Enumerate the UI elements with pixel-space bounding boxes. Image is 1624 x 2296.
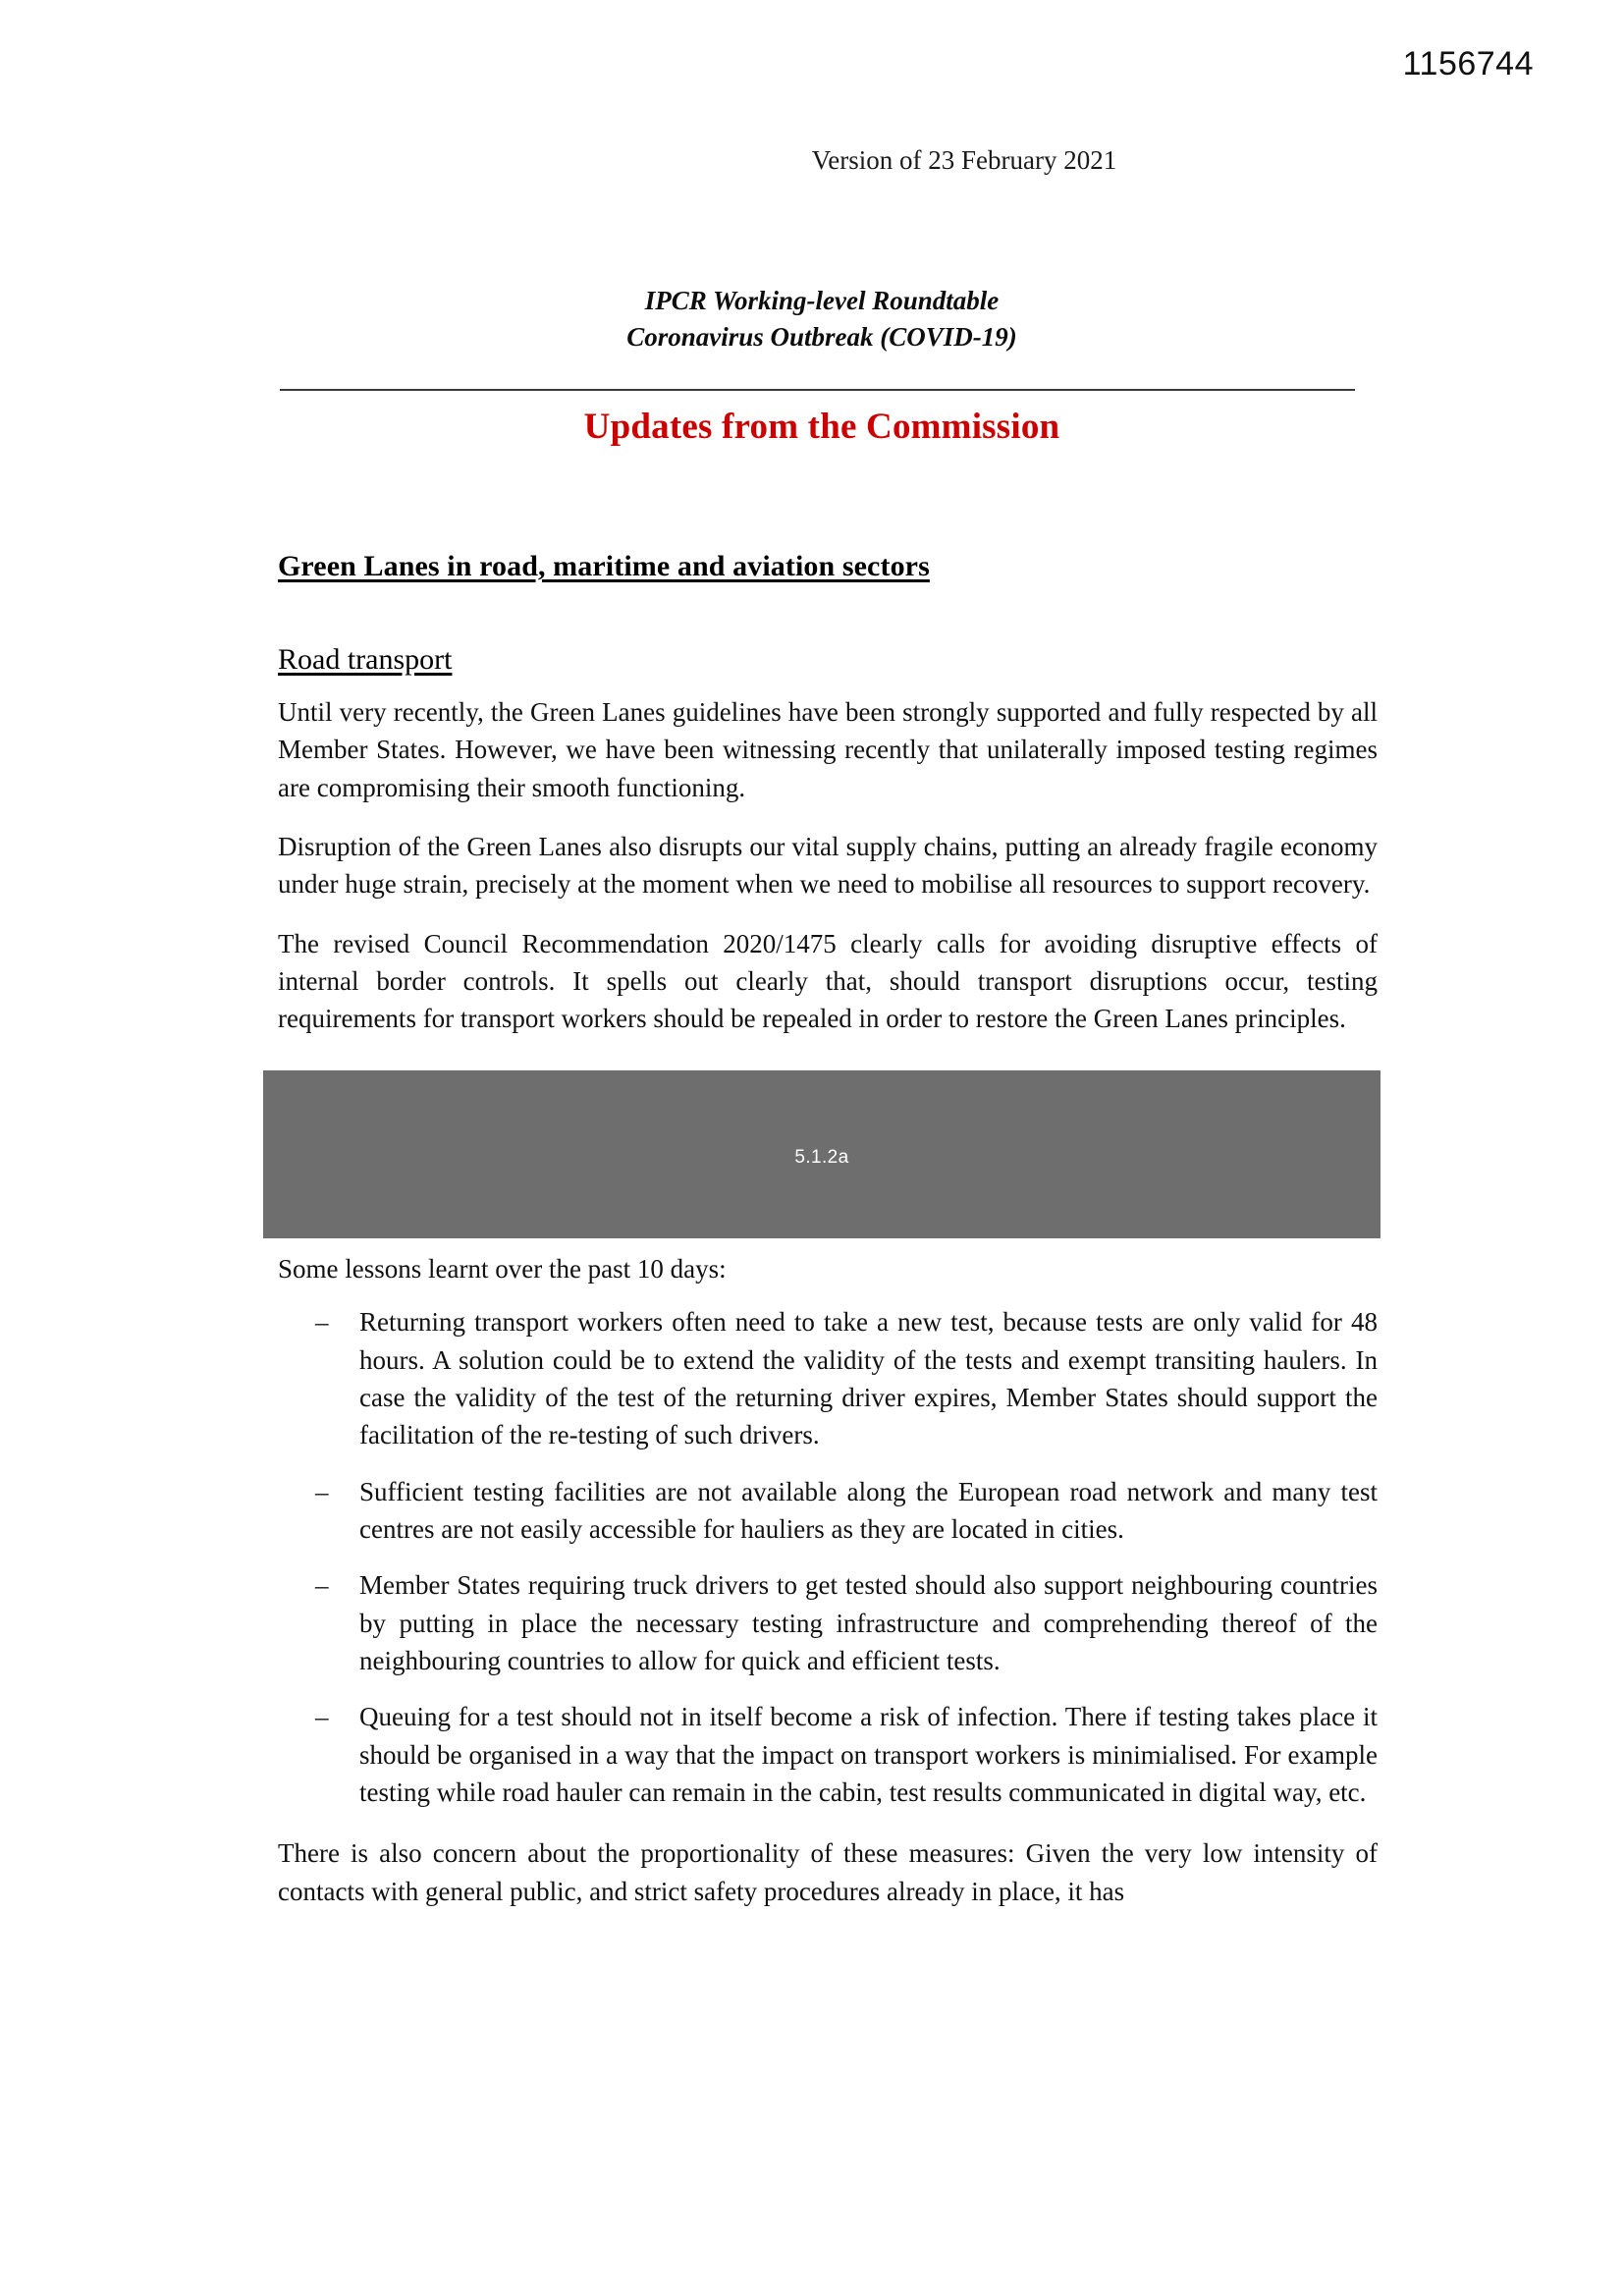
list-item-text: Returning transport workers often need to take a new test, because tests are only valid for 48 hours. A solution could be to extend the validity of the tests and exempt transiting haulers. In case the validity of the test of the returning driver expires, Member States should support the facilitation of the re-testing of such drivers.	[359, 1307, 1378, 1450]
sub-heading-road-transport: Road transport	[278, 643, 453, 676]
meeting-header	[263, 283, 1380, 355]
list-item	[278, 1303, 1378, 1453]
list-item-text: Queuing for a test should not in itself become a risk of infection. There if testing takes place it should be organised in a way that the impact on transport workers is minimialised. For example testing while road hauler can remain in the cabin, test results communicated in digital way, etc.	[359, 1702, 1378, 1807]
list-item-dash-marker: –	[315, 1307, 329, 1338]
redaction-label: 5.1.2a	[794, 1147, 849, 1168]
closing-paragraph: There is also concern about the proportionality of these measures: Given the very low intensity of contacts with general public, and strict safety procedures already in place, it has	[278, 1838, 1378, 1906]
lessons-intro: Some lessons learnt over the past 10 days:	[278, 1254, 727, 1284]
list-item-dash-marker: –	[315, 1476, 329, 1506]
paragraph-1: Until very recently, the Green Lanes guidelines have been strongly supported and fully respected by all Member States. However, we have been witnessing recently that unilaterally imposed testing regimes are compromising their smooth functioning.	[278, 697, 1378, 802]
list-item-text: Sufficient testing facilities are not available along the European road network and many test centres are not easily accessible for hauliers as they are located in cities.	[359, 1476, 1378, 1544]
lessons-bullet-list	[278, 1303, 1378, 1811]
list-item	[278, 1473, 1378, 1549]
meeting-header-line-1: IPCR Working-level Roundtable	[644, 286, 1000, 315]
document-body-lower	[278, 1250, 1378, 1910]
page-title: Updates from the Commission	[583, 407, 1060, 447]
document-body-upper	[278, 550, 1378, 1038]
meeting-header-line-2: Coronavirus Outbreak (COVID-19)	[626, 321, 1017, 352]
list-item	[278, 1698, 1378, 1811]
redaction-block	[263, 1070, 1380, 1238]
section-heading: Green Lanes in road, maritime and aviation sectors	[278, 550, 930, 582]
list-item-dash-marker: –	[315, 1702, 329, 1732]
list-item-dash-marker: –	[315, 1570, 329, 1601]
paragraph-3: The revised Council Recommendation 2020/1475 clearly calls for avoiding disruptive effects of internal border controls. It spells out clearly that, should transport disruptions occur, testing requirements for transport workers should be repealed in order to restore the Green Lanes principles.	[278, 928, 1378, 1034]
version-date-line: Version of 23 February 2021	[811, 145, 1117, 175]
list-item	[278, 1566, 1378, 1679]
header-divider-rule	[280, 389, 1355, 391]
document-number: 1156744	[1402, 45, 1534, 82]
list-item-text: Member States requiring truck drivers to get tested should also support neighbouring countries by putting in place the necessary testing infrastructure and comprehending thereof of the neighbouring countries to allow for quick and efficient tests.	[359, 1570, 1378, 1675]
paragraph-2: Disruption of the Green Lanes also disrupts our vital supply chains, putting an already fragile economy under huge strain, precisely at the moment when we need to mobilise all resources to support recovery.	[278, 831, 1378, 900]
